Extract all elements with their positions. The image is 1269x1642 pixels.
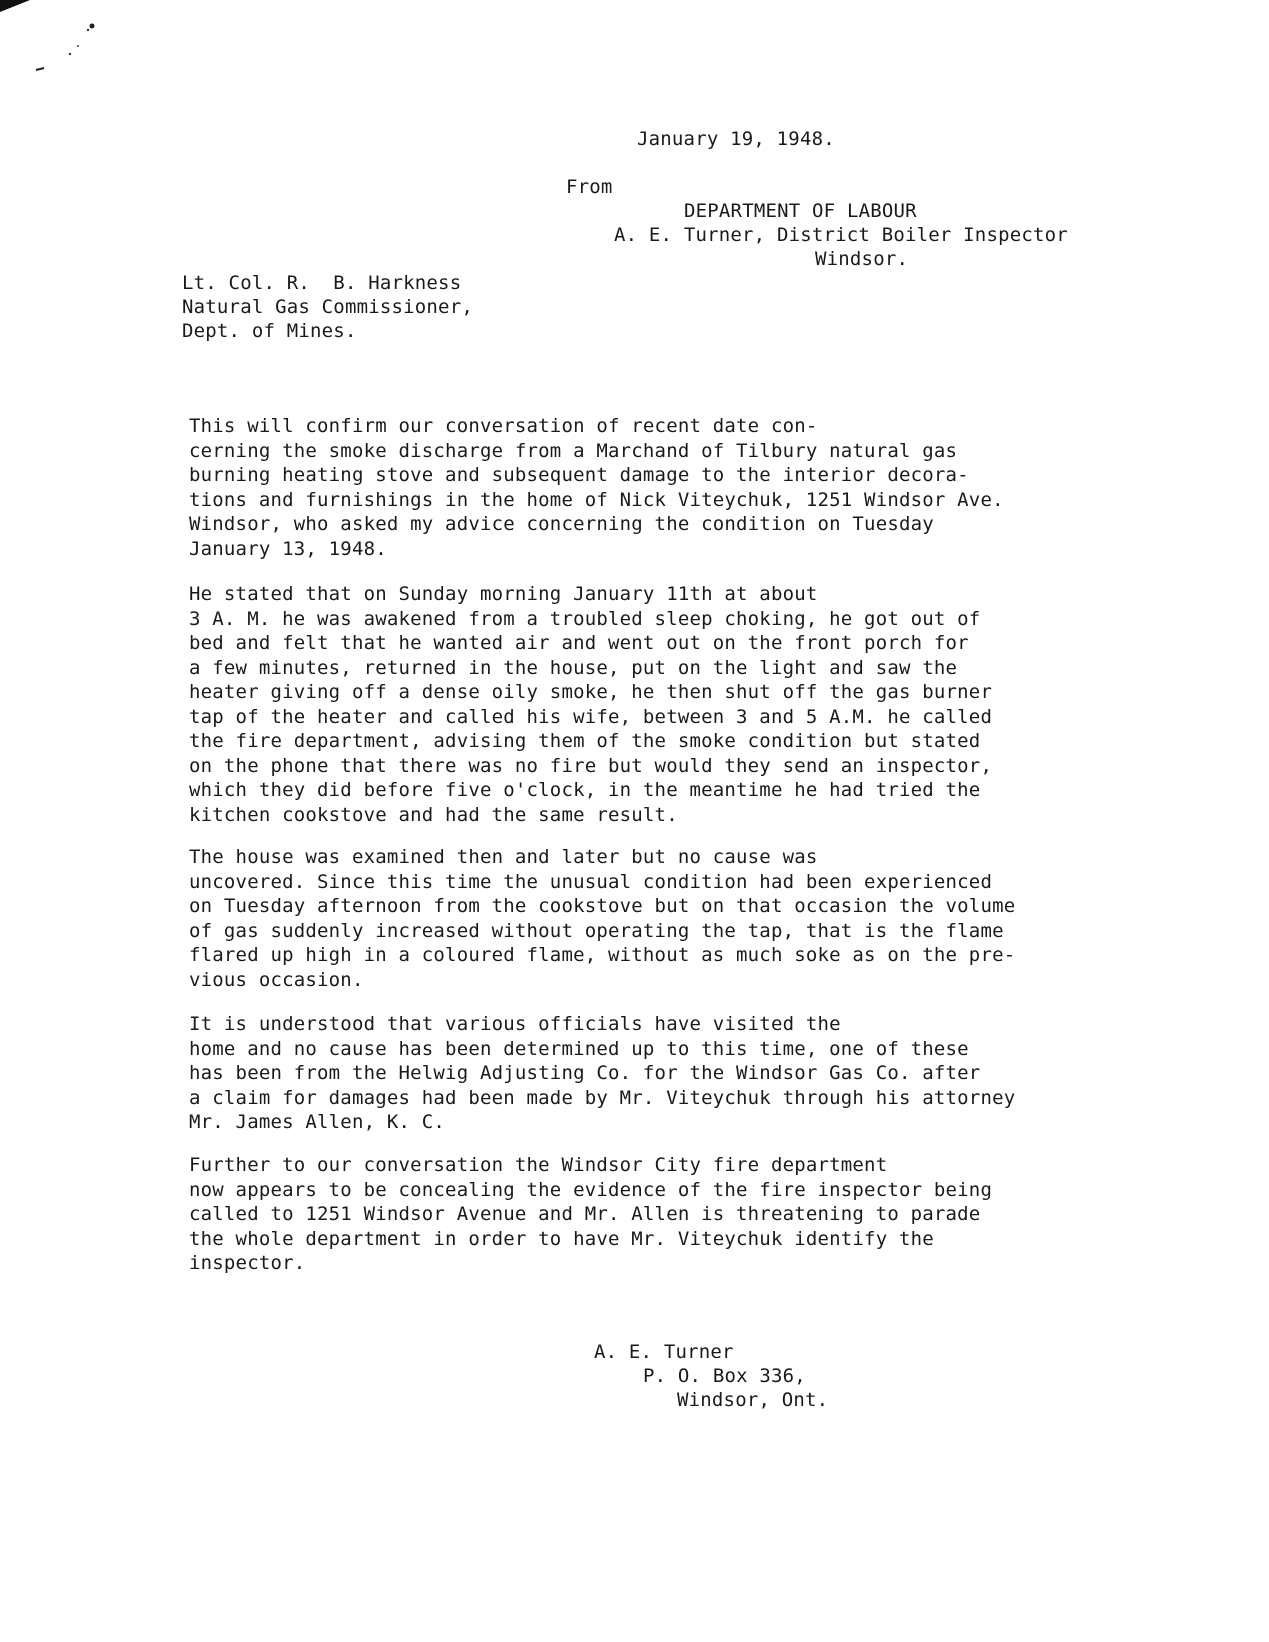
from-label: From xyxy=(566,176,613,198)
letter-date: January 19, 1948. xyxy=(637,128,835,150)
body-paragraph-5: Further to our conversation the Windsor City fire department now appears to be concealing the evidence of the fire inspector being called to 1251 Windsor Avenue and Mr. Allen is threatening to parade the whole department in order to have Mr. Viteychuk identify the inspector. xyxy=(189,1154,993,1274)
body-paragraph-3: The house was examined then and later but no cause was uncovered. Since this time the unusual condition had been experienced on Tuesday afternoon from the cookstove but on that occasion the volume of gas suddenly increased without operating the tap, that is the flame flared up high in a coloured flame, without as much soke as on the pre- vious occasion. xyxy=(189,846,1016,991)
sender-department: DEPARTMENT OF LABOUR xyxy=(684,200,917,222)
sender-name-title: A. E. Turner, District Boiler Inspector xyxy=(614,224,1068,246)
signature-po-box: P. O. Box 336, xyxy=(643,1365,806,1387)
body-paragraph-1: This will confirm our conversation of recent date con- cerning the smoke discharge from a Marchand of Tilbury natural gas burning heating stove and subsequent damage to the interior decora- tions and furnishings in the home of Nick Viteychuk, 1251 Windsor Ave. Windsor, who asked my advice concerning the condition on Tuesday January 13, 1948. xyxy=(189,415,1004,560)
sender-city: Windsor. xyxy=(815,248,909,270)
recipient-title: Natural Gas Commissioner, xyxy=(182,296,473,318)
body-paragraph-2: He stated that on Sunday morning January 11th at about 3 A. M. he was awakened from a troubled sleep choking, he got out of bed and felt that he wanted air and went out on the front porch for a few minutes, returned in the house, put on the light and saw the heater giving off a dense oily smoke, he then shut off the gas burner tap of the heater and called his wife, between 3 and 5 A.M. he called the fire department, advising them of the smoke condition but stated on the phone that there was no fire but would they send an inspector, which they did before five o'clock, in the meantime he had tried the kitchen cookstove and had the same result. xyxy=(189,583,993,826)
body-paragraph-4: It is understood that various officials have visited the home and no cause has been determined up to this time, one of these has been from the Helwig Adjusting Co. for the Windsor Gas Co. after a claim for damages had been made by Mr. Viteychuk through his attorney Mr. James Allen, K. C. xyxy=(189,1013,1016,1133)
recipient-name: Lt. Col. R. B. Harkness xyxy=(182,272,462,294)
recipient-department: Dept. of Mines. xyxy=(182,320,357,342)
scan-corner-mark xyxy=(0,0,30,12)
signature-name: A. E. Turner xyxy=(594,1341,734,1363)
signature-city: Windsor, Ont. xyxy=(677,1389,829,1411)
scan-specks xyxy=(30,18,110,78)
